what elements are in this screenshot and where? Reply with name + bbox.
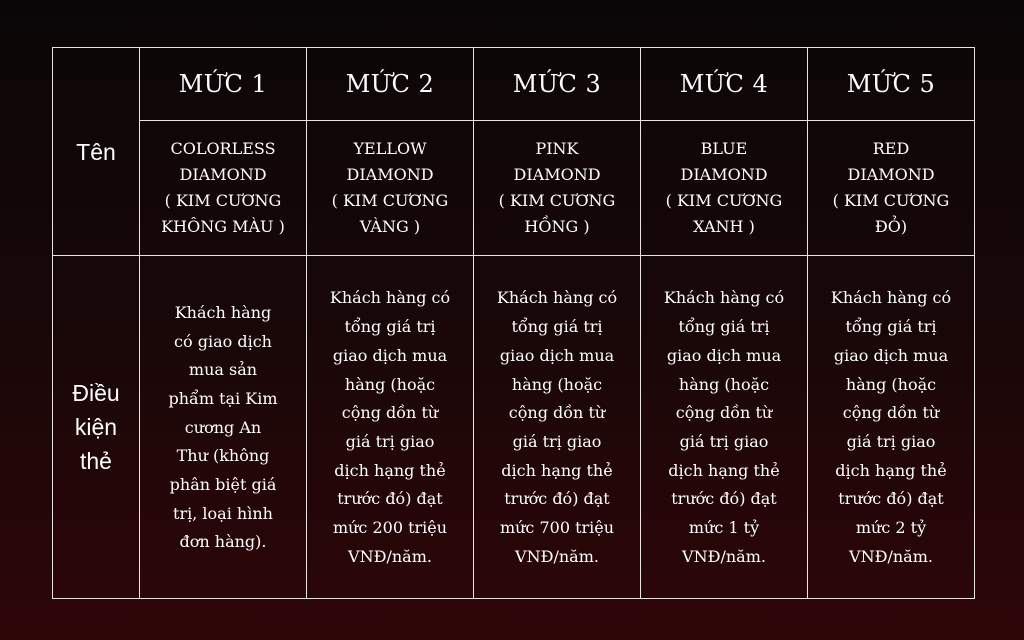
tier-level-cell: MỨC 3	[474, 48, 641, 121]
tier-condition-cell: Khách hàng có tổng giá trị giao dịch mua hàng (hoặc cộng dồn từ giá trị giao dịch hạng thẻ trước đó) đạt mức 2 tỷ VNĐ/năm.	[808, 256, 975, 599]
tier-card-name-cell: PINK DIAMOND ( KIM CƯƠNG HỒNG )	[474, 121, 641, 256]
row-label-name: Tên	[53, 48, 140, 256]
tier-card-name-cell: BLUE DIAMOND ( KIM CƯƠNG XANH )	[641, 121, 808, 256]
tier-condition-cell: Khách hàng có tổng giá trị giao dịch mua hàng (hoặc cộng dồn từ giá trị giao dịch hạng thẻ trước đó) đạt mức 1 tỷ VNĐ/năm.	[641, 256, 808, 599]
tier-condition-row	[53, 256, 975, 599]
tier-card-name-row	[53, 121, 975, 256]
tier-level-cell: MỨC 1	[140, 48, 307, 121]
tier-condition-cell: Khách hàng có giao dịch mua sản phẩm tại Kim cương An Thư (không phân biệt giá trị, loại hình đơn hàng).	[140, 256, 307, 599]
tier-level-cell: MỨC 5	[808, 48, 975, 121]
row-label-condition: Điều kiện thẻ	[53, 256, 140, 599]
tier-condition-cell: Khách hàng có tổng giá trị giao dịch mua hàng (hoặc cộng dồn từ giá trị giao dịch hạng thẻ trước đó) đạt mức 200 triệu VNĐ/năm.	[307, 256, 474, 599]
tier-card-name-cell: COLORLESS DIAMOND ( KIM CƯƠNG KHÔNG MÀU )	[140, 121, 307, 256]
tier-level-cell: MỨC 2	[307, 48, 474, 121]
tier-level-row	[53, 48, 975, 121]
tier-level-cell: MỨC 4	[641, 48, 808, 121]
tier-card-name-cell: RED DIAMOND ( KIM CƯƠNG ĐỎ)	[808, 121, 975, 256]
tier-card-name-cell: YELLOW DIAMOND ( KIM CƯƠNG VÀNG )	[307, 121, 474, 256]
tier-condition-cell: Khách hàng có tổng giá trị giao dịch mua hàng (hoặc cộng dồn từ giá trị giao dịch hạng thẻ trước đó) đạt mức 700 triệu VNĐ/năm.	[474, 256, 641, 599]
membership-tier-table	[52, 47, 975, 599]
